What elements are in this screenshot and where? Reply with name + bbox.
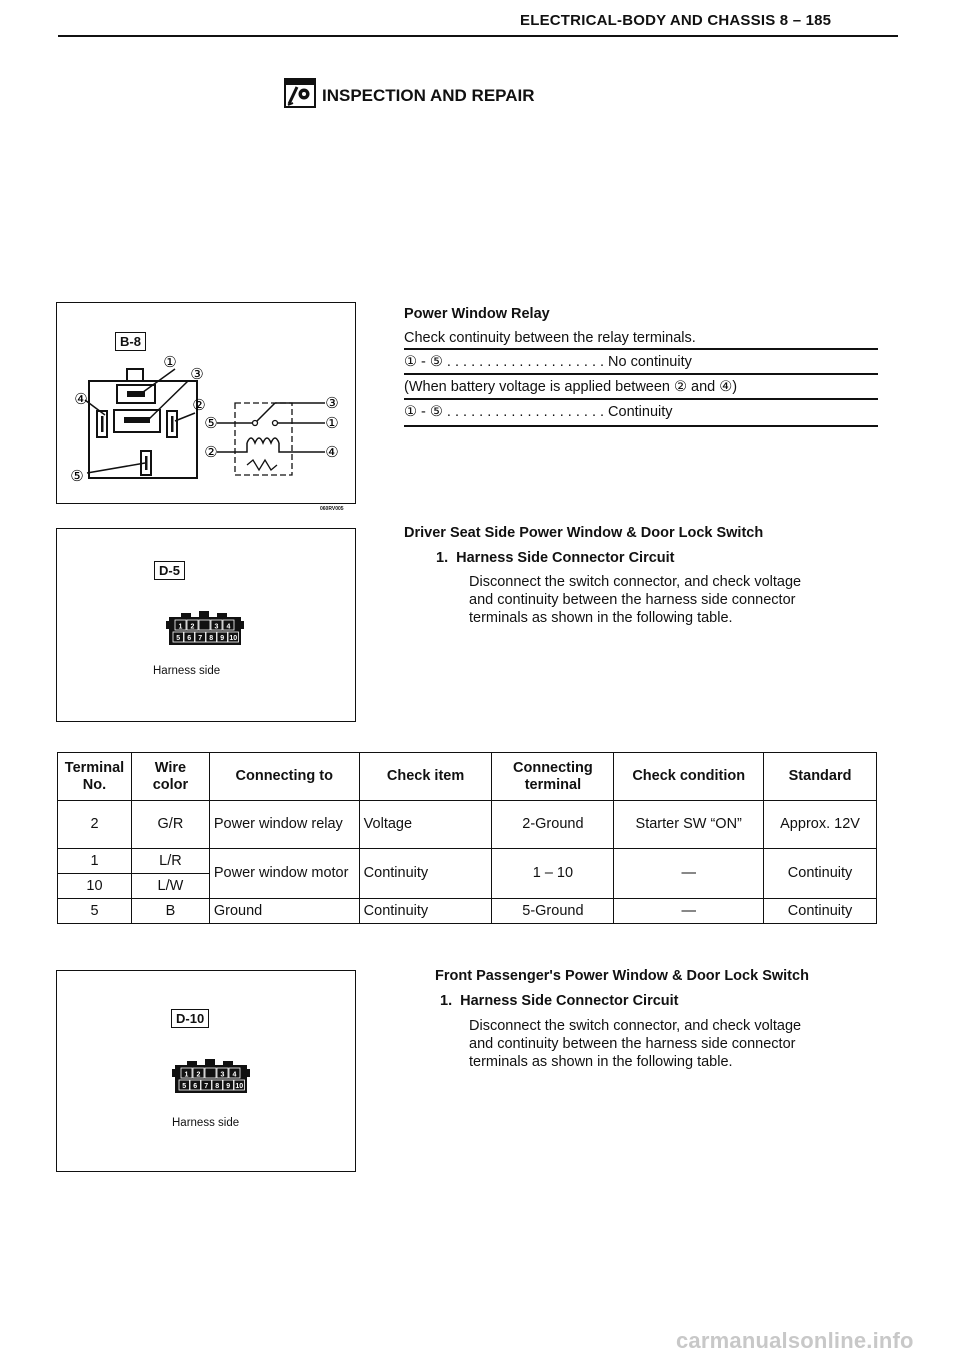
connector-pin-label: 7 <box>204 1083 209 1090</box>
connector-pin-label: 2 <box>190 623 195 631</box>
header-connecting-terminal: Connecting terminal <box>492 753 614 801</box>
header-wire: Wire color <box>131 753 209 801</box>
cell-check-condition: — <box>614 849 764 899</box>
connector-pin-label: 1 <box>178 623 183 631</box>
connector-pin-label: 9 <box>226 1083 231 1090</box>
svg-text:②: ② <box>204 444 218 461</box>
cell-wire: L/W <box>131 874 209 899</box>
passenger-body-2: and continuity between the harness side connector <box>469 1036 796 1052</box>
header-terminal: Terminal No. <box>58 753 132 801</box>
section-title-text: INSPECTION AND REPAIR <box>322 85 535 105</box>
cell-standard: Approx. 12V <box>764 801 877 849</box>
table-row <box>58 849 877 874</box>
cell-check-condition: Starter SW “ON” <box>614 801 764 849</box>
cell-terminal: 1 <box>58 849 132 874</box>
relay-rule-1 <box>404 348 878 350</box>
section-title <box>284 78 535 113</box>
connector-pin-label: 7 <box>198 635 203 642</box>
passenger-body-3: terminals as shown in the following table. <box>469 1054 733 1070</box>
cell-connecting-to: Ground <box>209 899 359 924</box>
connector-pin-label: 10 <box>229 635 238 642</box>
connector-pin-label: 3 <box>220 1071 225 1079</box>
passenger-heading: Front Passenger's Power Window & Door Lock Switch <box>435 968 809 984</box>
relay-rule-4 <box>404 425 878 427</box>
svg-text:①: ① <box>325 415 339 432</box>
connector-pin-label: 4 <box>226 623 231 631</box>
relay-tag: B-8 <box>115 332 146 351</box>
relay-instruction: Check continuity between the relay terminals. <box>404 330 696 346</box>
cell-terminal: 5 <box>58 899 132 924</box>
relay-terminal-1: ① <box>163 354 177 371</box>
cell-wire: G/R <box>131 801 209 849</box>
relay-terminal-3: ③ <box>190 366 204 383</box>
connector-pin-label: 6 <box>187 635 192 642</box>
relay-terminal-4: ④ <box>74 391 88 408</box>
relay-condition: (When battery voltage is applied between ② and ④) <box>404 379 738 395</box>
passenger-harness-caption: Harness side <box>172 1117 240 1129</box>
cell-connecting-terminal: 2-Ground <box>492 801 614 849</box>
cell-check-item: Continuity <box>359 849 492 899</box>
svg-text:④: ④ <box>325 444 339 461</box>
passenger-step: 1. Harness Side Connector Circuit <box>440 993 679 1009</box>
relay-figure <box>56 302 356 504</box>
relay-line-1: ① - ⑤ . . . . . . . . . . . . . . . . . . . . No continuity <box>404 354 692 370</box>
driver-harness-caption: Harness side <box>153 665 221 677</box>
relay-terminal-2: ② <box>192 397 206 414</box>
table-header-row <box>58 753 877 801</box>
relay-rule-3 <box>404 398 878 400</box>
connector-pin-label: 1 <box>184 1071 189 1079</box>
cell-standard: Continuity <box>764 899 877 924</box>
relay-rule-2 <box>404 373 878 375</box>
table-row <box>58 801 877 849</box>
cell-connecting-terminal: 5-Ground <box>492 899 614 924</box>
spec-table <box>57 752 877 924</box>
cell-check-condition: — <box>614 899 764 924</box>
relay-heading: Power Window Relay <box>404 306 550 322</box>
connector-pin-label: 6 <box>193 1083 198 1090</box>
header-check-item: Check item <box>359 753 492 801</box>
driver-tag: D-5 <box>154 561 185 580</box>
connector-pin-label: 4 <box>232 1071 237 1079</box>
cell-connecting-to: Power window motor <box>209 849 359 899</box>
connector-pin-label: 3 <box>214 623 219 631</box>
connector-pin-label: 5 <box>182 1083 187 1090</box>
header-rule <box>58 35 898 37</box>
cell-terminal: 2 <box>58 801 132 849</box>
passenger-body-1: Disconnect the switch connector, and check voltage <box>469 1018 802 1034</box>
header-check-condition: Check condition <box>614 753 764 801</box>
driver-body-2: and continuity between the harness side connector <box>469 592 796 608</box>
connector-pin-label: 8 <box>209 635 214 642</box>
connector-pin-label: 10 <box>235 1083 244 1090</box>
driver-connector-figure <box>56 528 356 722</box>
svg-text:⑤: ⑤ <box>204 415 218 432</box>
svg-text:③: ③ <box>325 395 339 412</box>
connector-pin <box>205 1068 216 1078</box>
driver-body-3: terminals as shown in the following table. <box>469 610 733 626</box>
driver-body-1: Disconnect the switch connector, and check voltage <box>469 574 802 590</box>
cell-wire: L/R <box>131 849 209 874</box>
header-connecting-to: Connecting to <box>209 753 359 801</box>
passenger-connector-icon <box>171 1057 251 1097</box>
cell-standard: Continuity <box>764 849 877 899</box>
relay-terminal-5: ⑤ <box>70 468 84 485</box>
driver-connector-icon <box>165 609 245 649</box>
connector-pin <box>199 620 210 630</box>
table-row <box>58 899 877 924</box>
figure-code: 060RV005 <box>320 506 344 512</box>
connector-pin-label: 2 <box>196 1071 201 1079</box>
header-standard: Standard <box>764 753 877 801</box>
connector-pin-label: 5 <box>176 635 181 642</box>
cell-terminal: 10 <box>58 874 132 899</box>
cell-check-item: Voltage <box>359 801 492 849</box>
relay-diagram <box>57 303 355 503</box>
cell-wire: B <box>131 899 209 924</box>
connector-pin-label: 8 <box>215 1083 220 1090</box>
cell-check-item: Continuity <box>359 899 492 924</box>
driver-heading: Driver Seat Side Power Window & Door Lock Switch <box>404 525 764 541</box>
passenger-tag: D-10 <box>171 1009 209 1028</box>
inspection-icon <box>284 78 316 113</box>
watermark: carmanualsonline.info <box>676 1328 914 1353</box>
cell-connecting-terminal: 1 – 10 <box>492 849 614 899</box>
cell-connecting-to: Power window relay <box>209 801 359 849</box>
passenger-connector-figure <box>56 970 356 1172</box>
relay-line-2: ① - ⑤ . . . . . . . . . . . . . . . . . . . . Continuity <box>404 404 673 420</box>
page-header: ELECTRICAL-BODY AND CHASSIS 8 – 185 <box>520 12 832 29</box>
driver-step: 1. Harness Side Connector Circuit <box>436 550 675 566</box>
connector-pin-label: 9 <box>220 635 225 642</box>
